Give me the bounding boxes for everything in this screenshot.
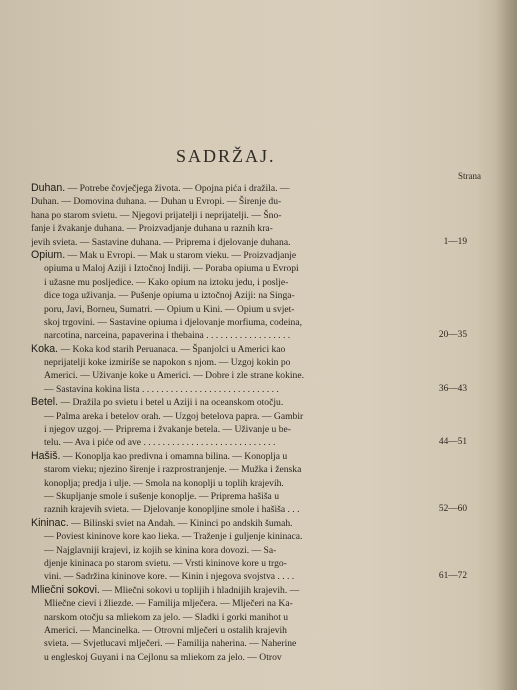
- toc-entry-pages: 61—72: [438, 571, 467, 582]
- toc-entry-line: — Potrebe čovječjega života. — Opojna pića i dražila. —: [65, 183, 290, 194]
- toc-entry-line: Americi. — Uživanje koke u Americi. — Dobre i zle strane kokine.: [44, 370, 305, 382]
- toc-entry: [31, 249, 471, 343]
- toc-entry-line: narskom otočju sa mliekom za jelo. — Sladki i gorki manihot u: [44, 611, 289, 623]
- toc-entry-pages: 44—51: [438, 437, 467, 448]
- toc-entry-line: skoj trgovini. — Sastavine opiuma i djelovanje morfiuma, codeina,: [44, 316, 303, 328]
- toc-entry: [31, 343, 471, 397]
- toc-entry-line: — Konoplja kao predivna i omamna bilina. — Konoplja u: [60, 450, 288, 462]
- toc-entry-keyword: Duhan.: [31, 182, 66, 194]
- toc-entry-line: i njegov uzgoj. — Priprema i žvakanje betela. — Uživanje u be-: [44, 424, 291, 436]
- toc-entry-keyword: Koka.: [31, 342, 59, 355]
- toc-entry: [31, 182, 471, 249]
- toc-entry-pages: 36—43: [438, 383, 467, 394]
- toc-entry: [31, 396, 471, 450]
- toc-entry-line: u engleskoj Guyani i na Cejlonu sa mliekom za jelo. — Otrov: [44, 651, 282, 663]
- toc-entry-keyword: Hašiš.: [31, 449, 61, 462]
- toc-entry-line: konoplja; predja i ulje. — Smola na konoplji u toplih krajevih.: [44, 477, 284, 489]
- toc-entry-line: telu. — Ava i piće od ave . . . . . . . . . . . . . . . . . . . . . . . . . . . .: [44, 437, 276, 449]
- toc-entry-line: neprijatelji koke izmiriše se napokon s njom. — Uzgoj kokin po: [44, 357, 291, 369]
- toc-entry-line: narcotina, narceina, papaverina i thebaina . . . . . . . . . . . . . . . . . .: [44, 330, 291, 342]
- toc-entry-line: — Poviest kininove kore kao lieka. — Traženje i guljenje kininaca.: [44, 531, 303, 543]
- toc-entry-line: i užasne mu posljedice. — Kako opium na iztoku jedu, i poslje-: [44, 276, 289, 288]
- toc-entry-line: Mliečne cievi i žliezde. — Familija mlječera. — Mlječeri na Ka-: [44, 598, 293, 610]
- toc-entry-line: raznih krajevih svieta. — Djelovanje konopljine smole i hašiša . . .: [44, 504, 300, 516]
- toc-entry-line: djenje kininaca po starom svietu. — Vrsti kininove kore u trgo-: [44, 557, 287, 569]
- toc-entry-line: — Mliečni sokovi u toplijih i hladnijih krajevih. —: [99, 584, 300, 596]
- toc-entry-line: — Mak u Evropi. — Mak u starom vieku. — Proizvadjanje: [65, 249, 297, 261]
- toc-entry-pages: 1—19: [443, 236, 467, 247]
- table-of-contents: [31, 182, 471, 664]
- page-column-label: Strana: [458, 171, 481, 181]
- toc-entry-line: vini. — Sadržina kininove kore. — Kinin i njegova svojstva . . . .: [44, 571, 295, 583]
- toc-entry: [31, 584, 471, 664]
- toc-entry: [31, 517, 471, 584]
- toc-entry-line: — Skupljanje smole i sušenje konoplje. — Priprema hašiša u: [44, 490, 280, 502]
- toc-entry-line: — Najglavniji krajevi, iz kojih se kinina kora dovozi. — Sa-: [44, 544, 277, 556]
- toc-entry-keyword: Opium.: [31, 248, 66, 261]
- toc-entry-line: jevih svieta. — Sastavine duhana. — Priprema i djelovanje duhana.: [31, 236, 291, 248]
- toc-entry-pages: 52—60: [438, 504, 467, 515]
- toc-entry-line: dice toga uživanja. — Pušenje opiuma u iztočnoj Aziji: na Singa-: [44, 290, 295, 302]
- toc-entry-keyword: Betel.: [31, 396, 59, 409]
- toc-entry-line: starom vieku; njezino širenje i razprostranjenje. — Mužka i ženska: [44, 464, 302, 476]
- toc-entry-line: fanje i žvakanje duhana. — Proizvadjanje duhana u raznih kra-: [31, 223, 273, 235]
- toc-entry-keyword: Mliečni sokovi.: [31, 583, 100, 596]
- toc-entry-line: Americi. — Mancinelka. — Otrovni mlječeri u ostalih krajevih: [44, 624, 287, 636]
- toc-entry-line: — Koka kod starih Peruanaca. — Španjolci u Americi kao: [58, 343, 286, 355]
- toc-entry-line: — Palma areka i betelov orah. — Uzgoj betelova papra. — Gambir: [44, 410, 304, 422]
- page-title: SADRŽAJ.: [176, 146, 276, 166]
- toc-entry: [31, 450, 471, 517]
- toc-entry-pages: 20—35: [438, 330, 467, 341]
- toc-entry-keyword: Kininac.: [31, 516, 69, 529]
- toc-entry-line: poru, Javi, Borneu, Sumatri. — Opium u Kini. — Opium u svjet-: [44, 303, 295, 315]
- toc-entry-line: opiuma u Maloj Aziji i Iztočnoj Indiji. — Poraba opiuma u Evropi: [44, 263, 299, 275]
- toc-entry-line: svieta. — Svjetlucavi mlječeri. — Familija naherina. — Naherine: [44, 638, 297, 650]
- toc-entry-line: — Sastavina kokina lista . . . . . . . . . . . . . . . . . . . . . . . . . . . . .: [44, 383, 279, 395]
- toc-entry-line: hana po starom svietu. — Njegovi prijatelji i neprijatelji. — Šno-: [31, 209, 282, 221]
- toc-entry-line: Duhan. — Domovina duhana. — Duhan u Evropi. — Širenje du-: [31, 196, 282, 208]
- page-edge-shadow: [495, 0, 517, 690]
- toc-entry-line: — Bilinski sviet na Andah. — Kininci po andskih šumah.: [68, 517, 293, 529]
- toc-entry-line: — Dražila po svietu i betel u Aziji i na oceanskom otočju.: [58, 397, 284, 409]
